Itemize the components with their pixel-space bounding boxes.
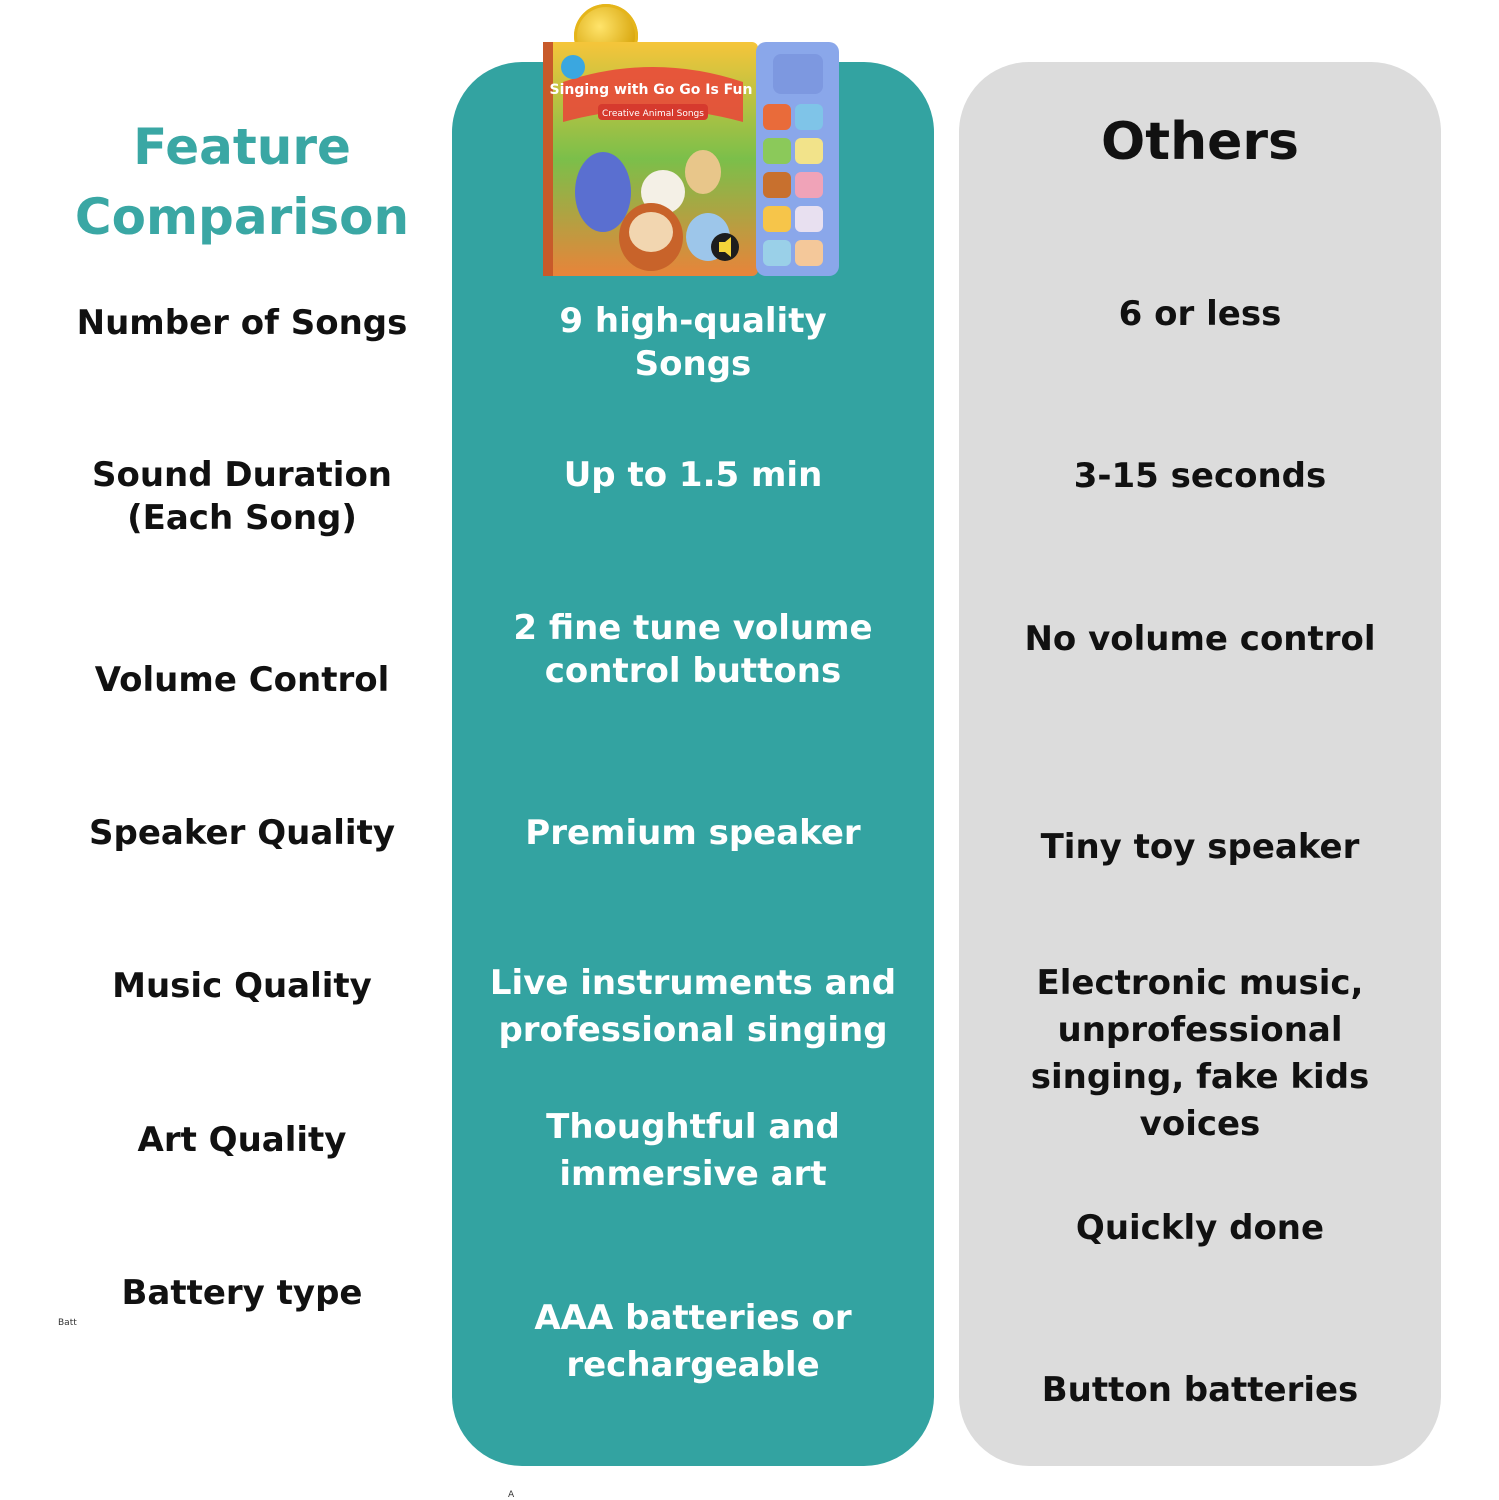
book-title: Singing with Go Go Is Fun <box>549 82 753 98</box>
book-subtitle: Creative Animal Songs <box>602 109 704 119</box>
label-art-quality: Art Quality <box>137 1120 347 1160</box>
others-title: Others <box>1101 112 1299 172</box>
others-column <box>959 62 1441 1466</box>
others-sound-duration: 3-15 seconds <box>1073 456 1327 496</box>
ours-music-quality: Live instruments and professional singing <box>489 963 897 1050</box>
label-music-quality: Music Quality <box>112 966 372 1006</box>
ours-volume-control: 2 fine tune volume control buttons <box>513 608 873 691</box>
others-music-quality: Electronic music, unprofessional singing, fake kids voices <box>1030 963 1370 1144</box>
ours-battery-type: AAA batteries or rechargeable <box>534 1298 852 1385</box>
label-volume-control: Volume Control <box>94 660 390 700</box>
ours-sound-duration: Up to 1.5 min <box>563 455 823 495</box>
others-volume-control: No volume control <box>1024 619 1376 659</box>
product-book-image <box>543 42 839 276</box>
ours-speaker-quality: Premium speaker <box>525 813 861 853</box>
others-art-quality: Quickly done <box>1075 1208 1325 1248</box>
feature-comparison-title: Feature Comparison <box>74 118 410 246</box>
label-battery-type: Battery type <box>121 1273 363 1313</box>
others-number-of-songs: 6 or less <box>1118 294 1282 334</box>
others-speaker-quality: Tiny toy speaker <box>1040 827 1360 867</box>
stray-text-bottom: A <box>508 1490 515 1500</box>
label-speaker-quality: Speaker Quality <box>89 813 395 853</box>
others-battery-type: Button batteries <box>1041 1370 1359 1410</box>
stray-text-left: Batt <box>58 1318 77 1328</box>
label-sound-duration: Sound Duration (Each Song) <box>91 455 393 538</box>
label-number-of-songs: Number of Songs <box>76 303 408 343</box>
ours-art-quality: Thoughtful and immersive art <box>546 1107 840 1194</box>
ours-number-of-songs: 9 high-quality Songs <box>559 301 827 384</box>
